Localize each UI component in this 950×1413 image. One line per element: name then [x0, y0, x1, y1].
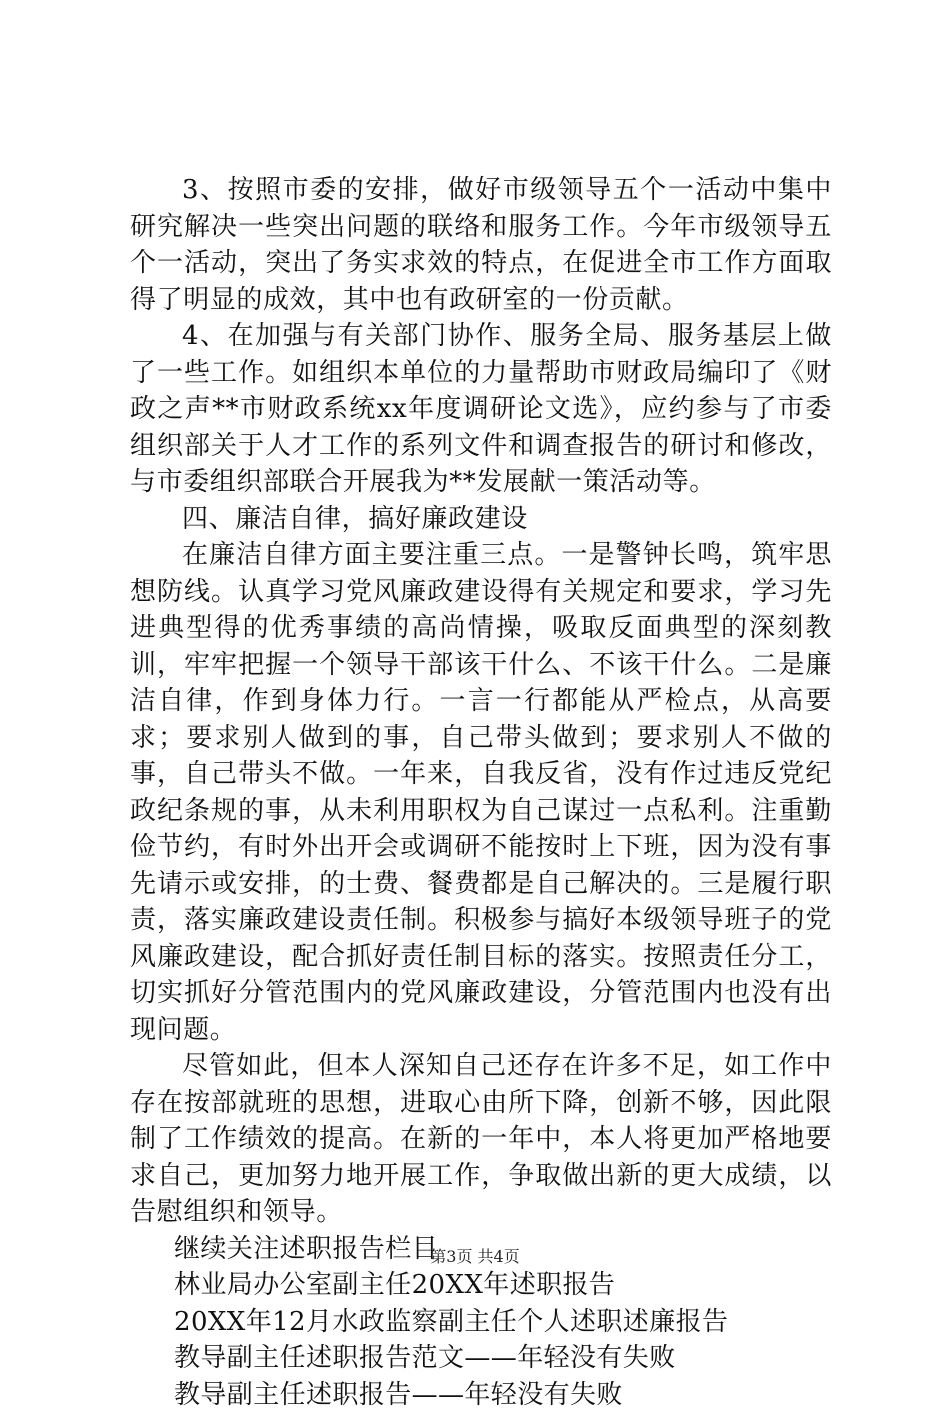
document-body — [130, 172, 832, 1413]
paragraph-item-4: 4、在加强与有关部门协作、服务全局、服务基层上做了一些工作。如组织本单位的力量帮助市财政局编印了《财政之声**市财政系统xx年度调研论文选》，应约参与了市委组织部关于人才工作的系列文件和调查报告的研讨和修改，与市委组织部联合开展我为**发展献一策活动等。 — [130, 318, 832, 501]
related-link[interactable]: 20XX年12月水政监察副主任个人述职述廉报告 — [174, 1304, 832, 1341]
paragraph-integrity: 在廉洁自律方面主要注重三点。一是警钟长鸣，筑牢思想防线。认真学习党风廉政建设得有关规定和要求，学习先进典型得的优秀事绩的高尚情操，吸取反面典型的深刻教训，牢牢把握一个领导干部该干什么、不该干什么。二是廉洁自律，作到身体力行。一言一行都能从严检点，从高要求；要求别人做到的事，自己带头做到；要求别人不做的事，自己带头不做。一年来，自我反省，没有作过违反党纪政纪条规的事，从未利用职权为自己谋过一点私利。注重勤俭节约，有时外出开会或调研不能按时上下班，因为没有事先请示或安排，的士费、餐费都是自己解决的。三是履行职责，落实廉政建设责任制。积极参与搞好本级领导班子的党风廉政建设，配合抓好责任制目标的落实。按照责任分工，切实抓好分管范围内的党风廉政建设，分管范围内也没有出现问题。 — [130, 537, 832, 1048]
page-number: 第3页 共4页 — [0, 1244, 950, 1267]
section-heading: 四、廉洁自律，搞好廉政建设 — [130, 501, 832, 538]
related-link[interactable]: 林业局办公室副主任20XX年述职报告 — [174, 1267, 832, 1304]
related-link[interactable]: 教导副主任述职报告——年轻没有失败 — [174, 1377, 832, 1413]
related-title: 继续关注述职报告栏目 — [174, 1231, 832, 1268]
related-link[interactable]: 教导副主任述职报告范文——年轻没有失败 — [174, 1340, 832, 1377]
paragraph-item-3: 3、按照市委的安排，做好市级领导五个一活动中集中研究解决一些突出问题的联络和服务工作。今年市级领导五个一活动，突出了务实求效的特点，在促进全市工作方面取得了明显的成效，其中也有政研室的一份贡献。 — [130, 172, 832, 318]
paragraph-conclusion: 尽管如此，但本人深知自己还存在许多不足，如工作中存在按部就班的思想，进取心由所下降，创新不够，因此限制了工作绩效的提高。在新的一年中，本人将更加严格地要求自己，更加努力地开展工作，争取做出新的更大成绩，以告慰组织和领导。 — [130, 1048, 832, 1231]
